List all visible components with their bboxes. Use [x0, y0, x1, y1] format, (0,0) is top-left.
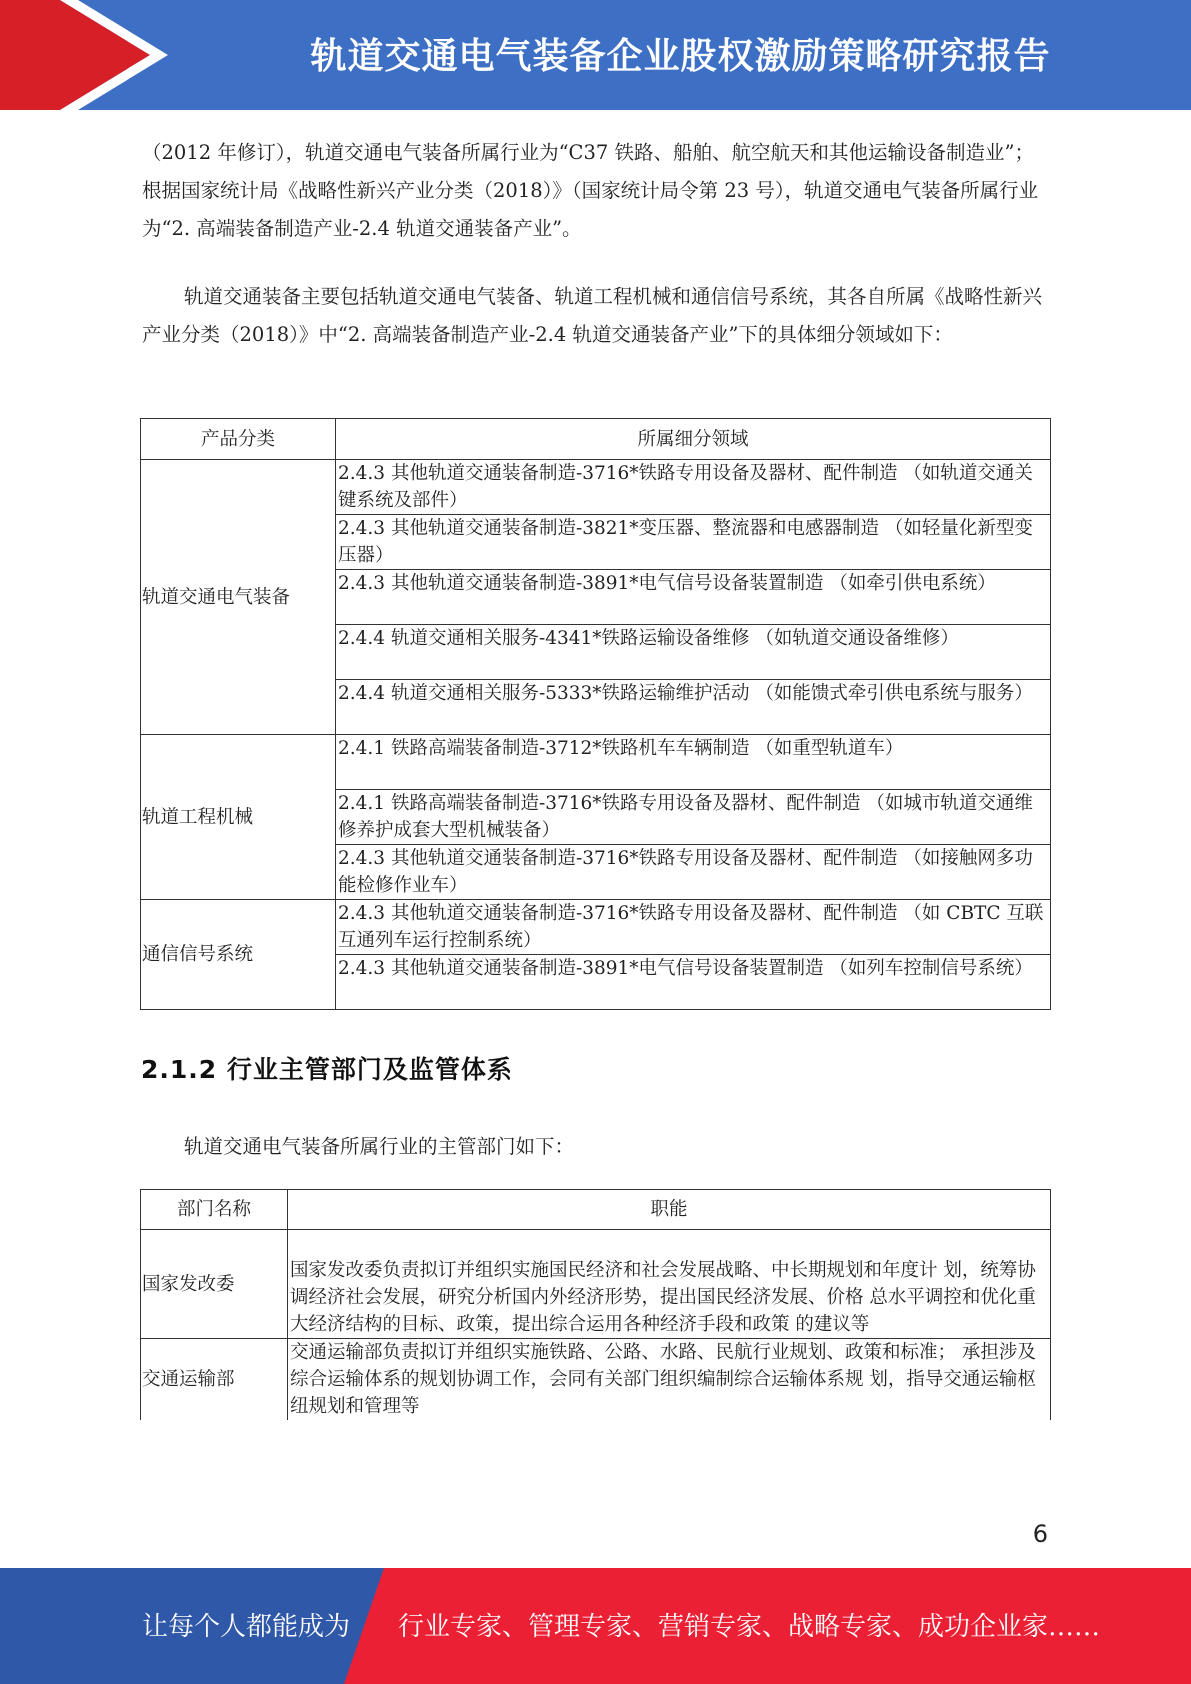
- table-header-row: [141, 1190, 1051, 1230]
- subfield-cell: 2.4.4 轨道交通相关服务-4341*铁路运输设备维修 （如轨道交通设备维修）: [336, 625, 1051, 680]
- subfield-cell: 2.4.3 其他轨道交通装备制造-3716*铁路专用设备及器材、配件制造 （如轨道交通关键系统及部件）: [336, 460, 1051, 515]
- subfield-cell: 2.4.4 轨道交通相关服务-5333*铁路运输维护活动 （如能馈式牵引供电系统与服务）: [336, 680, 1051, 735]
- table-row: [141, 1230, 1051, 1339]
- subfield-cell: 2.4.1 铁路高端装备制造-3716*铁路专用设备及器材、配件制造 （如城市轨道交通维修养护成套大型机械装备）: [336, 790, 1051, 845]
- product-category: 轨道交通电气装备: [141, 460, 336, 735]
- column-header: 部门名称: [141, 1190, 288, 1230]
- department-intro-paragraph: 轨道交通电气装备所属行业的主管部门如下：: [184, 1135, 575, 1158]
- department-duty: 交通运输部负责拟订并组织实施铁路、公路、水路、民航行业规划、政策和标准； 承担涉及综合运输体系的规划协调工作，会同有关部门组织编制综合运输体系规 划，指导交通运输枢纽规划和管理等: [288, 1339, 1051, 1421]
- regulatory-departments-table: [140, 1189, 1051, 1420]
- industry-classification-table: [140, 418, 1051, 1010]
- subfield-cell: 2.4.3 其他轨道交通装备制造-3716*铁路专用设备及器材、配件制造 （如接触网多功能检修作业车）: [336, 845, 1051, 900]
- footer-slogan-right: 行业专家、管理专家、营销专家、战略专家、成功企业家……: [398, 1612, 1101, 1642]
- subfield-cell: 2.4.3 其他轨道交通装备制造-3891*电气信号设备装置制造 （如牵引供电系统）: [336, 570, 1051, 625]
- product-category: 轨道工程机械: [141, 735, 336, 900]
- report-title: 轨道交通电气装备企业股权激励策略研究报告: [310, 36, 1051, 77]
- header-banner: [0, 0, 1191, 110]
- subfield-cell: 2.4.3 其他轨道交通装备制造-3891*电气信号设备装置制造 （如列车控制信号系统）: [336, 955, 1051, 1010]
- subfield-cell: 2.4.1 铁路高端装备制造-3712*铁路机车车辆制造 （如重型轨道车）: [336, 735, 1051, 790]
- footer-banner: [0, 1568, 1191, 1684]
- table-row: [141, 735, 1051, 790]
- subfield-cell: 2.4.3 其他轨道交通装备制造-3716*铁路专用设备及器材、配件制造 （如 CBTC 互联互通列车运行控制系统）: [336, 900, 1051, 955]
- department-name: 国家发改委: [141, 1230, 288, 1339]
- column-header: 所属细分领域: [336, 419, 1051, 460]
- department-name: 交通运输部: [141, 1339, 288, 1421]
- page-number: 6: [1032, 1520, 1048, 1548]
- section-heading: 2.1.2 行业主管部门及监管体系: [141, 1055, 513, 1084]
- column-header: 产品分类: [141, 419, 336, 460]
- department-duty: 国家发改委负责拟订并组织实施国民经济和社会发展战略、中长期规划和年度计 划，统筹协调经济社会发展，研究分析国内外经济形势，提出国民经济发展、价格 总水平调控和优化重大经济结构的目标、政策，提出综合运用各种经济手段和政策 的建议等: [288, 1230, 1051, 1339]
- table-row: [141, 900, 1051, 955]
- equipment-paragraph: 轨道交通装备主要包括轨道交通电气装备、轨道工程机械和通信信号系统，其各自所属《战略性新兴产业分类（2018）》中“2. 高端装备制造产业-2.4 轨道交通装备产业”下的具体细分领域如下：: [142, 285, 1043, 346]
- table-header-row: [141, 419, 1051, 460]
- subfield-cell: 2.4.3 其他轨道交通装备制造-3821*变压器、整流器和电感器制造 （如轻量化新型变压器）: [336, 515, 1051, 570]
- table-row: [141, 460, 1051, 515]
- column-header: 职能: [288, 1190, 1051, 1230]
- product-category: 通信信号系统: [141, 900, 336, 1010]
- footer-slogan-left: 让每个人都能成为: [142, 1612, 351, 1642]
- table-row: [141, 1339, 1051, 1421]
- intro-paragraph: （2012 年修订），轨道交通电气装备所属行业为“C37 铁路、船舶、航空航天和其他运输设备制造业”；根据国家统计局《战略性新兴产业分类（2018）》（国家统计局令第 23 号），轨道交通电气装备所属行业为“2. 高端装备制造产业-2.4 轨道交通装备产业”。: [142, 141, 1039, 240]
